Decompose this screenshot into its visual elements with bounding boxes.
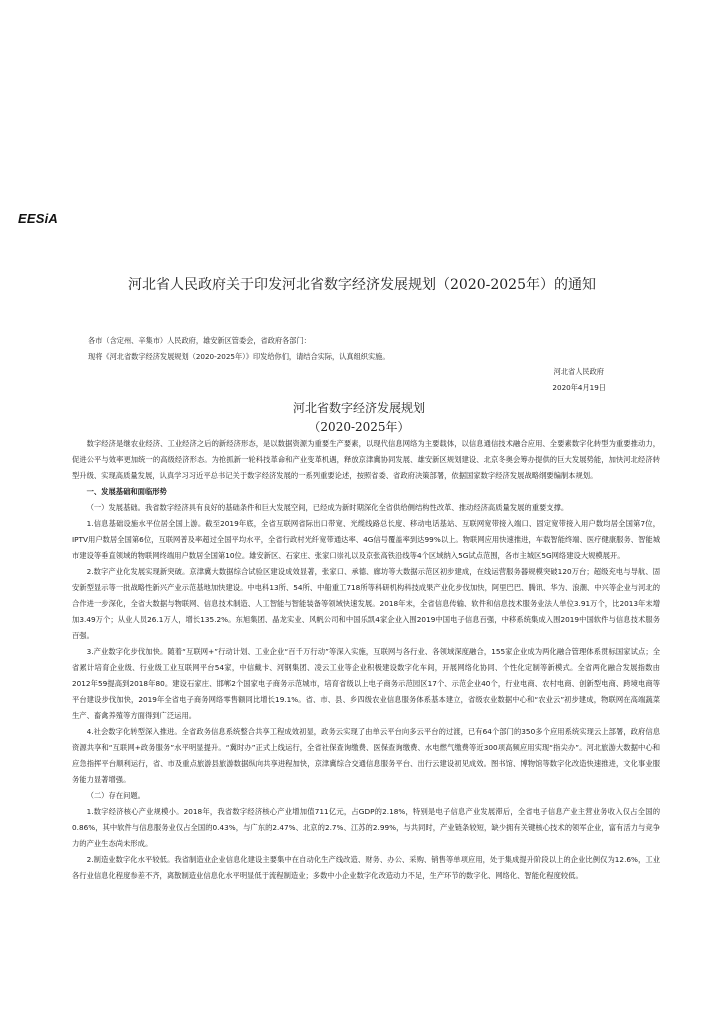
plan-period: （2020-2025年）: [308, 420, 410, 434]
notice-intro: 现将《河北省数字经济发展规划（2020-2025年）》印发给你们，请结合实际，认真组织实施。: [88, 352, 390, 361]
paragraph-basis: （一）发展基础。我省数字经济具有良好的基础条件和巨大发展空间，已经成为新时期深化全省供给侧结构性改革、推动经济高质量发展的重要支撑。: [86, 503, 569, 512]
notice-recipients: 各市（含定州、辛集市）人民政府，雄安新区管委会，省政府各部门：: [88, 336, 311, 345]
notice-title: 河北省人民政府关于印发河北省数字经济发展规划（2020-2025年）的通知: [128, 277, 596, 293]
paragraph-item: 1.数字经济核心产业规模小。2018年，我省数字经济核心产业增加值711亿元，占GDP的2.18%，特别是电子信息产业发展滞后，全省电子信息产业主营业务收入仅占全国的0.86%，其中软件与信息服务业仅占全国的0.43%，与广东的2.47%、北京的2.7%、江苏的2.99%，与共同时，产业链条较短，缺少拥有关键核心技术的领军企业，富有活力与竞争力的产业生态尚未形成。: [72, 807, 660, 848]
paragraph-item: 1.信息基础设施水平位居全国上游。截至2019年底，全省互联网省际出口带宽、光缆线路总长度、移动电话基站、互联网宽带接入端口、固定宽带接入用户数均居全国第7位，IPTV用户数居全国第6位，互联网普及率超过全国平均水平，全省行政村光纤宽带通达率、4G信号覆盖率到达99%以上。物联网应用快速推进，车载智能终端、医疗健康服务、智能城市建设等垂直领域的物联网终端用户数居全国第10位。雄安新区、石家庄、张家口崇礼以及京张高铁沿线等4个区域纳入5G试点范围，各市主城区5G网络建设大规模展开。: [72, 519, 660, 560]
paragraph-item: 4.社会数字化转型深入推进。全省政务信息系统整合共享工程成效初显，政务云实现了由单云平台向多云平台的过渡，已有64个部门的350多个应用系统实现云上部署，政府信息资源共享和“互联网+政务服务”水平明显提升。“冀时办”正式上线运行，全省社保查询缴费、医保查询缴费、水电燃气缴费等近300项高频应用实现“指尖办”。河北旅游大数据中心和应急指挥平台顺利运行，省、市及重点旅游县旅游数据纵向共享进程加快，京津冀综合交通信息服务平台、出行云建设初见成效。图书馆、博物馆等数字化改造快速推进，文化事业服务能力显著增强。: [72, 727, 660, 784]
notice-date: 2020年4月19日: [552, 383, 606, 392]
paragraph-item: 2.数字产业化发展实现新突破。京津冀大数据综合试验区建设成效显著，张家口、承德、廊坊等大数据示范区初步建成，在线运营服务器规模突破120万台；超级充电与导航、固安新型显示等一批战略性新兴产业示范基地加快建设。中电科13所、54所、中船重工718所等科研机构科技成果产业化步伐加快，阿里巴巴、腾讯、华为、浪潮、中兴等企业与河北的合作进一步深化，全省大数据与物联网、信息技术制造、人工智能与智能装备等领域快速发展。2018年末，全省信息传输、软件和信息技术服务业法人单位3.91万个，比2013年末增加3.49万个；从业人员26.1万人，增长135.2%。东旭集团、晶龙实业、风帆公司和中国乐凯4家企业入围2019中国电子信息百强，中移系统集成入围2019中国软件与信息技术服务百强。: [72, 567, 660, 640]
logo: EESiA: [18, 211, 59, 226]
paragraph-preface: 数字经济是继农业经济、工业经济之后的新经济形态，是以数据资源为重要生产要素，以现代信息网络为主要载体，以信息通信技术融合应用、全要素数字化转型为重要推动力，促进公平与效率更加统一的高级经济形态。为抢抓新一轮科技革命和产业变革机遇，释放京津冀协同发展、雄安新区规划建设、北京冬奥会筹办提供的巨大发展势能，加快河北经济转型升级、实现高质量发展，认真学习习近平总书记关于数字经济发展的一系列重要论述，按照省委、省政府决策部署，依据国家数字经济发展战略纲要编制本规划。: [72, 439, 660, 480]
paragraph-item: 2.制造业数字化水平较低。我省制造业企业信息化建设主要集中在自动化生产线改造、财务、办公、采购、销售等单项应用，处于集成提升阶段以上的企业比例仅为12.6%，工业各行业信息化程度参差不齐，离散制造业信息化水平明显低于流程制造业；多数中小企业数字化改造动力不足，生产环节的数字化、网络化、智能化程度较低。: [72, 855, 660, 880]
notice-signature: 河北省人民政府: [553, 367, 604, 376]
paragraph-item: 3.产业数字化步伐加快。随着“互联网+”行动计划、工业企业“百千万行动”等深入实施，互联网与各行业、各领域深度融合，155家企业成为两化融合管理体系贯标国家试点；全省累计培育企业级、行业级工业互联网平台54家，中信戴卡、河钢集团、凌云工业等企业积极建设数字化车间，开展网络化协同、个性化定制等新模式。全省两化融合发展指数由2012年59提高到2018年80。建设石家庄、邯郸2个国家电子商务示范城市，培育省级以上电子商务示范园区17个、示范企业40个，行业电商、农村电商、创新型电商、跨境电商等平台建设步伐加快，2019年全省电子商务网络零售额同比增长19.1%。省、市、县、乡四级农业信息服务体系基本建立，省级农业数据中心和“农业云”初步建成，物联网在高端蔬菜生产、畜禽养殖等方面得到广泛运用。: [72, 647, 660, 720]
section-heading: 一、发展基础和面临形势: [86, 487, 167, 496]
plan-title: 河北省数字经济发展规划: [292, 401, 425, 415]
paragraph-subheading: （二）存在问题。: [86, 791, 145, 800]
plan-body: [72, 436, 660, 884]
